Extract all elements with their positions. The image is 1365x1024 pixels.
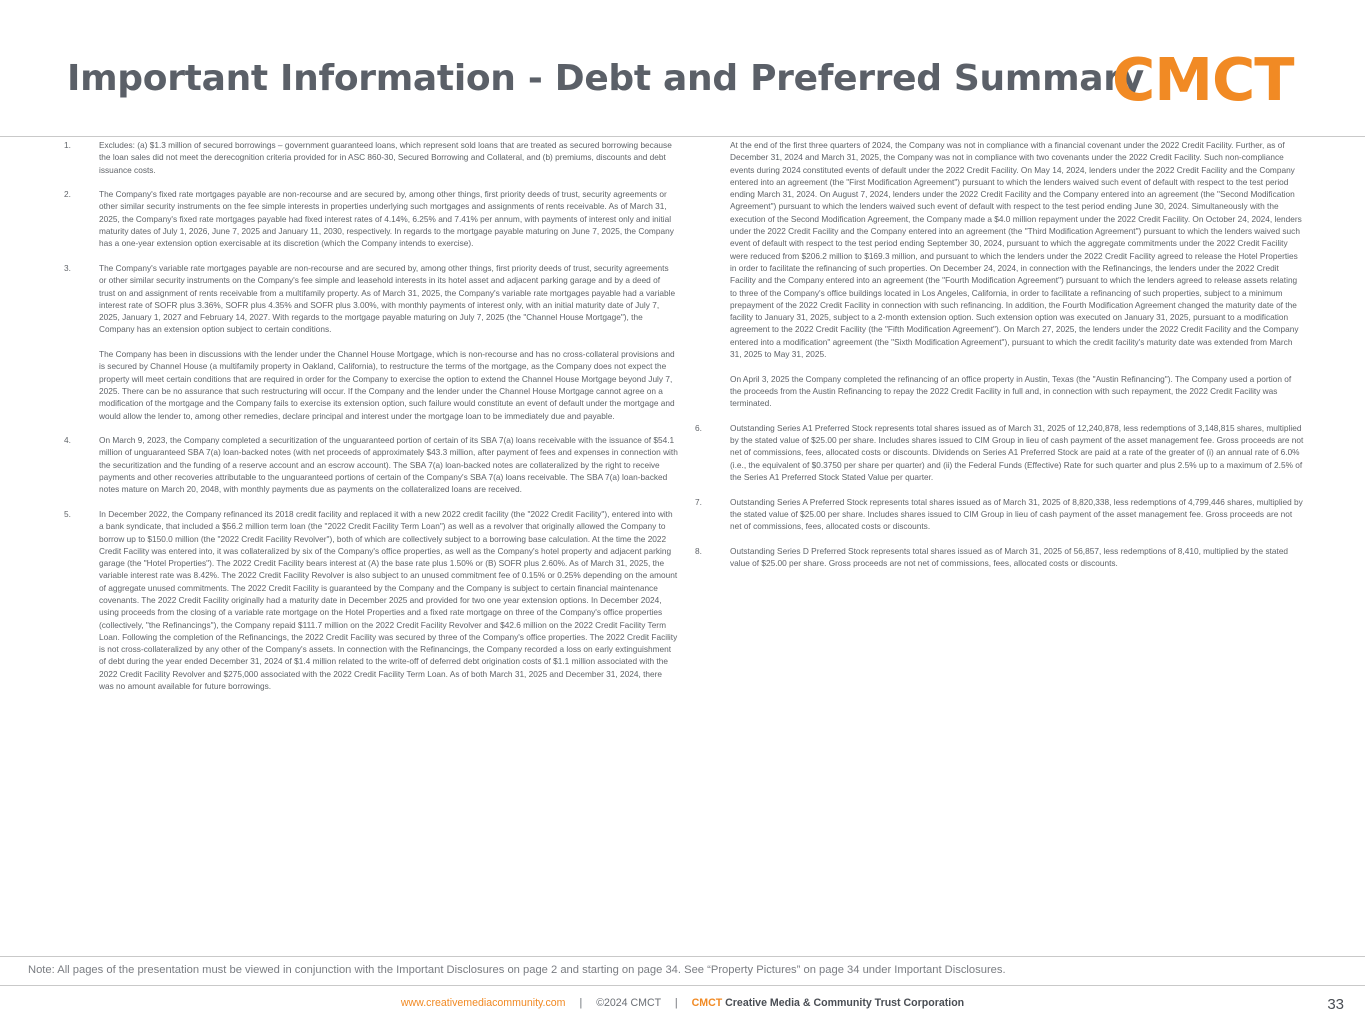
footnote-paragraph: Outstanding Series D Preferred Stock represents total shares issued as of March 31, 2025 of 56,857, less redemptions of 8,410, multiplied by the stated value of $25.00 per share. Gross proceeds are not net of commissions, fees, allocated costs or discounts. <box>730 545 1289 569</box>
header-divider <box>0 136 1365 137</box>
footnote-item <box>64 262 678 422</box>
footnote-body <box>695 139 1305 410</box>
footnote-body <box>99 262 678 422</box>
footnote-number: 6. <box>695 422 702 433</box>
footnote-paragraph: Outstanding Series A Preferred Stock represents total shares issued as of March 31, 2025 of 8,820,338, less redemptions of 4,799,446 shares, multiplied by the stated value of $25.00 per share. Includes shares issued to CIM Group in lieu of cash payment of the asset management fee. Gross proceeds are not net of commissions, fees, allocated costs or discounts. <box>730 496 1303 532</box>
footer-separator: | <box>674 997 678 1009</box>
footnote-item <box>64 188 678 249</box>
footnote-item <box>695 545 1305 570</box>
footnote-body <box>730 545 1305 570</box>
footnote-paragraph: In December 2022, the Company refinanced its 2018 credit facility and replaced it with a new 2022 credit facility (the "2022 Credit Facility"), entered into with a bank syndicate, that included a $56.2 million term loan (the "2022 Credit Facility Term Loan") as well as a revolver that originally allowed the Company to borrow up to $150.0 million (the "2022 Credit Facility Revolver"), both of which are collectively subject to a borrowing base calculation. At the time the 2022 Credit Facility was entered into, it was collateralized by six of the Company's office properties, as well as the Company's hotel property and adjacent parking garage (the "Hotel Properties"). The 2022 Credit Facility bears interest at (A) the base rate plus 1.50% or (B) SOFR plus 2.60%. As of March 31, 2025, the variable interest rate was 8.42%. The 2022 Credit Facility Revolver is also subject to an unused commitment fee of 0.15% or 0.25% depending on the amount of aggregate unused commitments. The 2022 Credit Facility is guaranteed by the Company and the Company is subject to certain financial maintenance covenants. The 2022 Credit Facility originally had a maturity date in December 2025 and provided for two one year extension options. In December 2024, using proceeds from the closing of a variable rate mortgage on the Hotel Properties and a fixed rate mortgage on three of the Company's office properties (collectively, "the Refinancings"), the Company repaid $111.7 million on the 2022 Credit Facility Revolver and $42.6 million on the 2022 Credit Facility Term Loan. Following the completion of the Refinancings, the 2022 Credit Facility was secured by three of the Company's office properties. The 2022 Credit Facility is not cross-collateralized by any other of the Company's assets. In connection with the Refinancings, the Company recorded a loss on early extinguishment of debt during the year ended December 31, 2024 of $1.4 million related to the write-off of deferred debt origination costs of $1.1 million associated with the 2022 Credit Facility Revolver and $275,000 associated with the 2022 Credit Facility Term Loan. As of both March 31, 2025 and December 31, 2024, there was no amount available for future borrowings. <box>99 508 678 692</box>
footnote-item <box>64 508 678 692</box>
page-title: Important Information - Debt and Preferred Summary <box>67 58 1144 99</box>
disclosure-note: Note: All pages of the presentation must be viewed in conjunction with the Important Disclosures on page 2 and starting on page 34. See “Property Pictures” on page 34 under Important Disclosures. <box>28 964 1006 976</box>
footer <box>0 997 1365 1009</box>
footnote-paragraph: The Company has been in discussions with the lender under the Channel House Mortgage, which is non-recourse and has no cross-collateral provisions and is secured by Channel House (a multifamily property in Oakland, California), to restructure the terms of the mortgage, as the Company does not expect the property will meet certain conditions that are required in order for the Company to exercise the option to extend the Channel House Mortgage beyond July 7, 2025. There can be no assurance that such restructuring will occur. If the Company and the lender under the Channel House Mortgage cannot agree on a modification of the mortgage and the Company fails to exercise its extension option, such failure would constitute an event of default under the mortgage and would allow the lender to, among other remedies, declare principal and interest under the mortgage loan to be immediately due and payable. <box>99 349 675 421</box>
footnote-item <box>695 422 1305 483</box>
footnote-paragraph: The Company's variable rate mortgages payable are non-recourse and are secured by, among other things, first priority deeds of trust, security agreements or other similar security instruments on the Company's fee simple and leasehold interests in its hotel asset and adjacent parking garage and by a deed of trust on and assignment of rents receivable from a multifamily property. As of March 31, 2025, the Company's variable rate mortgages payable had a variable interest rate of SOFR plus 3.36%, SOFR plus 4.35% and SOFR plus 3.00%, with monthly payments of interest only, with an initial maturity date of July 7, 2025, January 1, 2027 and February 14, 2027. With regards to the mortgage payable maturing on July 7, 2025 (the "Channel House Mortgage"), the Company has an extension option subject to certain conditions. <box>99 262 676 335</box>
footnotes-right-column <box>695 139 1305 582</box>
footnote-item <box>64 139 678 176</box>
footnote-body <box>99 434 678 495</box>
footnote-number: 1. <box>64 140 71 150</box>
footer-company-name: Creative Media & Community Trust Corporation <box>725 997 965 1009</box>
footer-separator: | <box>579 997 583 1009</box>
footnotes-left-column <box>64 139 678 705</box>
footnote-number: 7. <box>695 496 702 507</box>
footnote-body <box>99 139 678 176</box>
footnote-item <box>64 434 678 495</box>
copyright-text: ©2024 CMCT <box>596 997 661 1009</box>
footnote-body <box>99 508 678 692</box>
footnote-number: 2. <box>64 189 71 200</box>
footnote-paragraph: The Company's fixed rate mortgages payable are non-recourse and are secured by, among other things, first priority deeds of trust, security agreements or other similar security instruments on the fee simple interests in properties underlying such mortgages and assignments of rents receivable. As of March 31, 2025, the Company's fixed rate mortgages payable had fixed interest rates of 4.14%, 6.25% and 7.41% per annum, with payments of interest only and initial maturity dates of July 1, 2026, June 7, 2025 and January 11, 2030, respectively. In regards to the mortgage payable maturing on June 7, 2025, the Company has a one-year extension option exercisable at its discretion (which the Company intends to exercise). <box>99 189 674 249</box>
note-divider-top <box>0 956 1365 957</box>
footer-brand: CMCT <box>691 997 723 1009</box>
footnote-body <box>99 188 678 249</box>
footnote-body <box>730 496 1305 533</box>
footnote-body <box>730 422 1305 483</box>
footnote-paragraph: Excludes: (a) $1.3 million of secured borrowings – government guaranteed loans, which represent sold loans that are treated as secured borrowing because the loan sales did not meet the derecognition criteria provided for in ASC 860-30, Secured Borrowing and Collateral, and (b) premiums, discounts and debt issuance costs. <box>99 140 672 175</box>
footnote-paragraph: On March 9, 2023, the Company completed a securitization of the unguaranteed portion of certain of its SBA 7(a) loans receivable with the issuance of $54.1 million of unguaranteed SBA 7(a) loan-backed notes (with net proceeds of approximately $43.3 million, after payment of fees and expenses in connection with the securitization and the funding of a reserve account and an escrow account). The SBA 7(a) loan-backed notes are collateralized by the right to receive payments and other recoveries attributable to the unguaranteed portions of certain of the Company's SBA 7(a) loans receivable. The SBA 7(a) loan-backed notes mature on March 20, 2048, with monthly payments due as payments on the collateralized loans are received. <box>99 435 678 495</box>
footnote-paragraph: At the end of the first three quarters of 2024, the Company was not in compliance with a financial covenant under the 2022 Credit Facility. Further, as of December 31, 2024 and March 31, 2025, the Company was not in compliance with two covenants under the 2022 Credit Facility. Such non-compliance events during 2024 constituted events of default under the 2022 Credit Facility. On May 14, 2024, lenders under the 2022 Credit Facility and the Company entered into an agreement (the "First Modification Agreement") pursuant to which the lenders waived such event of default with respect to the test period ending March 31, 2024. On August 7, 2024, lenders under the 2022 Credit Facility and the Company entered into an agreement (the "Second Modification Agreement") pursuant to which the lenders waived such event of default with respect to the test period ending June 30, 2024. Simultaneously with the execution of the Second Modification Agreement, the Company made a $4.0 million repayment under the 2022 Credit Facility. On October 24, 2024, lenders under the 2022 Credit Facility and the Company entered into an agreement (the "Third Modification Agreement") pursuant to which the lenders waived such event of default with respect to the test period ending September 30, 2024, pursuant to which the aggregate commitments under the 2022 Credit Facility were reduced from $206.2 million to $169.3 million, and pursuant to which the lenders under the 2022 Credit Facility agreed to release the Hotel Properties in order to facilitate the refinancing of such properties. On December 24, 2024, in connection with the Refinancings, the lenders under the 2022 Credit Facility and the Company entered into an agreement (the "Fourth Modification Agreement") pursuant to which the lenders agreed to release assets relating to three of the Company's office buildings located in Los Angeles, California, in order to facilitate a refinancing of such properties, subject to a minimum prepayment of the 2022 Credit Facility in connection with such refinancing. In addition, the Fourth Modification Agreement changed the maturity date of the facility to January 31, 2025, subject to a 2-month extension option. Such extension option was executed on January 31, 2025, pursuant to a modification agreement to the 2022 Credit Facility (the "Fifth Modification Agreement"). On March 27, 2025, the lenders under the 2022 Credit Facility and the Company entered into a modification" agreement (the "Sixth Modification Agreement"), pursuant to which the credit facility's maturity date was extended from March 31, 2025 to May 31, 2025. <box>730 140 1302 360</box>
website-link[interactable]: www.creativemediacommunity.com <box>400 997 566 1009</box>
footnote-paragraph: Outstanding Series A1 Preferred Stock represents total shares issued as of March 31, 2025 of 12,240,878, less redemptions of 3,148,815 shares, multiplied by the stated value of $25.00 per share. Includes shares issued to CIM Group in lieu of cash payment of the asset management fee. Gross proceeds are not net of commissions, fees, allocated costs or discounts. Dividends on Series A1 Preferred Stock are paid at a rate of the greater of (i) an annual rate of 6.0% (i.e., the equivalent of $0.3750 per share per quarter) and (ii) the Federal Funds (Effective) Rate for such quarter and plus 2.5% up to a maximum of 2.5% of the Series A1 Preferred Stock Stated Value per quarter. <box>730 422 1304 483</box>
footnote-paragraph: On April 3, 2025 the Company completed the refinancing of an office property in Austin, Texas (the "Austin Refinancing"). The Company used a portion of the proceeds from the Austin Refinancing to repay the 2022 Credit Facility in full and, in connection with such repayment, the 2022 Credit Facility was terminated. <box>730 373 1292 409</box>
footnote-item <box>695 496 1305 533</box>
footnote-continuation <box>695 139 1305 410</box>
page-number: 33 <box>1327 996 1344 1013</box>
footnote-number: 3. <box>64 262 71 273</box>
footnote-number: 4. <box>64 435 71 446</box>
cmct-logo: CMCT <box>1112 45 1294 114</box>
note-divider-bottom <box>0 985 1365 986</box>
footnote-number: 8. <box>695 545 702 556</box>
footnote-number: 5. <box>64 508 71 519</box>
